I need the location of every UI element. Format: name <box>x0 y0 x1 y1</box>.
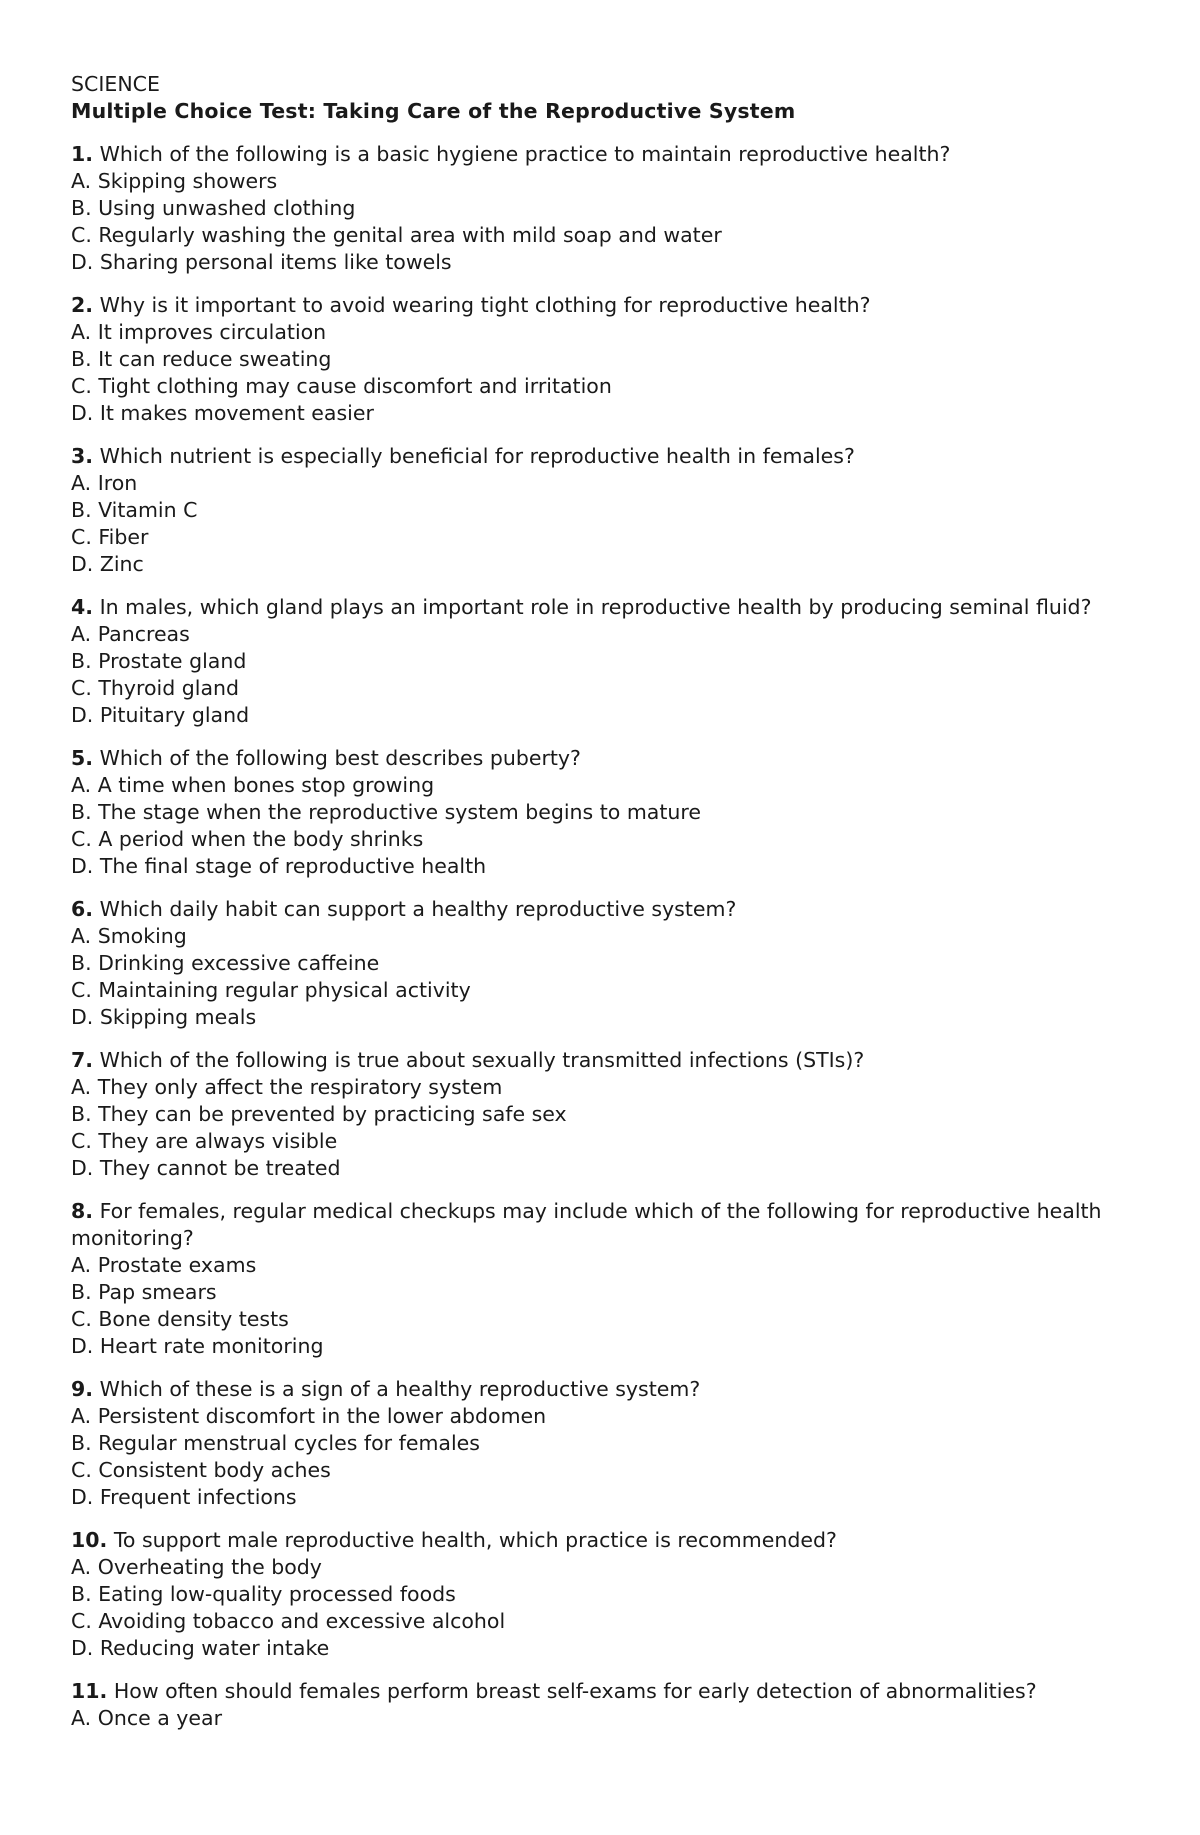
answer-option: B. Pap smears <box>71 1280 217 1304</box>
question-stem <box>71 594 1131 621</box>
subject-heading: SCIENCE <box>71 72 160 96</box>
answer-option: C. A period when the body shrinks <box>71 827 424 851</box>
answer-option: B. Eating low-quality processed foods <box>71 1582 456 1606</box>
question-number: 11. <box>71 1679 108 1703</box>
question-stem <box>71 1527 1131 1554</box>
question-text: In males, which gland plays an important role in reproductive health by producing seminal fluid? <box>99 595 1092 619</box>
answer-option: C. Consistent body aches <box>71 1458 331 1482</box>
question-number: 5. <box>71 746 94 770</box>
question-stem <box>71 141 1131 168</box>
question-block <box>71 141 1131 276</box>
question-number: 4. <box>71 595 94 619</box>
question-number: 3. <box>71 444 94 468</box>
question-text: Which of these is a sign of a healthy reproductive system? <box>99 1377 701 1401</box>
question-stem <box>71 292 1131 319</box>
question-text: Which daily habit can support a healthy reproductive system? <box>99 897 737 921</box>
answer-option: C. They are always visible <box>71 1129 338 1153</box>
question-text: Which of the following is a basic hygiene practice to maintain reproductive health? <box>99 142 951 166</box>
answer-option: B. They can be prevented by practicing safe sex <box>71 1102 567 1126</box>
question-block <box>71 1376 1131 1511</box>
answer-option: A. Pancreas <box>71 622 190 646</box>
question-text: Which of the following is true about sexually transmitted infections (STIs)? <box>99 1048 865 1072</box>
answer-option: C. Fiber <box>71 525 149 549</box>
question-text: Why is it important to avoid wearing tight clothing for reproductive health? <box>99 293 871 317</box>
answer-option: D. Heart rate monitoring <box>71 1334 324 1358</box>
question-block <box>71 1047 1131 1182</box>
answer-option: C. Thyroid gland <box>71 676 240 700</box>
answer-option: A. They only affect the respiratory system <box>71 1075 503 1099</box>
answer-option: A. Once a year <box>71 1706 223 1730</box>
question-text: To support male reproductive health, which practice is recommended? <box>113 1528 837 1552</box>
answer-option: B. Vitamin C <box>71 498 198 522</box>
question-text: Which of the following best describes puberty? <box>99 746 581 770</box>
answer-option: B. Prostate gland <box>71 649 247 673</box>
question-stem <box>71 1198 1131 1252</box>
answer-option: C. Avoiding tobacco and excessive alcohol <box>71 1609 506 1633</box>
answer-option: A. A time when bones stop growing <box>71 773 435 797</box>
document-content <box>71 71 1131 1748</box>
answer-option: B. It can reduce sweating <box>71 347 332 371</box>
question-block <box>71 745 1131 880</box>
answer-option: B. The stage when the reproductive system begins to mature <box>71 800 701 824</box>
answer-option: C. Maintaining regular physical activity <box>71 978 471 1002</box>
answer-option: D. Reducing water intake <box>71 1636 330 1660</box>
answer-option: D. Zinc <box>71 552 144 576</box>
question-stem <box>71 1047 1131 1074</box>
answer-option: B. Drinking excessive caffeine <box>71 951 380 975</box>
answer-option: D. They cannot be treated <box>71 1156 341 1180</box>
question-number: 9. <box>71 1377 94 1401</box>
answer-option: D. Sharing personal items like towels <box>71 250 452 274</box>
answer-option: A. Prostate exams <box>71 1253 257 1277</box>
test-title: Multiple Choice Test: Taking Care of the Reproductive System <box>71 99 796 123</box>
answer-option: D. It makes movement easier <box>71 401 374 425</box>
answer-option: A. Persistent discomfort in the lower abdomen <box>71 1404 547 1428</box>
question-number: 1. <box>71 142 94 166</box>
answer-option: C. Regularly washing the genital area with mild soap and water <box>71 223 722 247</box>
question-list <box>71 141 1131 1732</box>
answer-option: A. Iron <box>71 471 138 495</box>
question-text: For females, regular medical checkups may include which of the following for reproductive health monitoring? <box>71 1199 1102 1250</box>
question-number: 10. <box>71 1528 108 1552</box>
answer-option: A. It improves circulation <box>71 320 327 344</box>
answer-option: C. Bone density tests <box>71 1307 289 1331</box>
answer-option: A. Skipping showers <box>71 169 278 193</box>
answer-option: C. Tight clothing may cause discomfort and irritation <box>71 374 612 398</box>
answer-option: D. Skipping meals <box>71 1005 257 1029</box>
question-text: How often should females perform breast self-exams for early detection of abnormalities? <box>113 1679 1037 1703</box>
question-block <box>71 896 1131 1031</box>
answer-option: A. Overheating the body <box>71 1555 322 1579</box>
question-block <box>71 1527 1131 1662</box>
question-block <box>71 443 1131 578</box>
question-stem <box>71 896 1131 923</box>
question-number: 6. <box>71 897 94 921</box>
question-block <box>71 1678 1131 1732</box>
question-stem <box>71 443 1131 470</box>
answer-option: D. The final stage of reproductive health <box>71 854 487 878</box>
question-stem <box>71 1678 1131 1705</box>
question-block <box>71 594 1131 729</box>
question-block <box>71 1198 1131 1360</box>
answer-option: D. Pituitary gland <box>71 703 250 727</box>
answer-option: B. Using unwashed clothing <box>71 196 356 220</box>
answer-option: B. Regular menstrual cycles for females <box>71 1431 480 1455</box>
question-number: 2. <box>71 293 94 317</box>
question-stem <box>71 745 1131 772</box>
answer-option: D. Frequent infections <box>71 1485 297 1509</box>
question-text: Which nutrient is especially beneficial for reproductive health in females? <box>99 444 855 468</box>
question-stem <box>71 1376 1131 1403</box>
answer-option: A. Smoking <box>71 924 187 948</box>
question-number: 7. <box>71 1048 94 1072</box>
question-number: 8. <box>71 1199 94 1223</box>
question-block <box>71 292 1131 427</box>
